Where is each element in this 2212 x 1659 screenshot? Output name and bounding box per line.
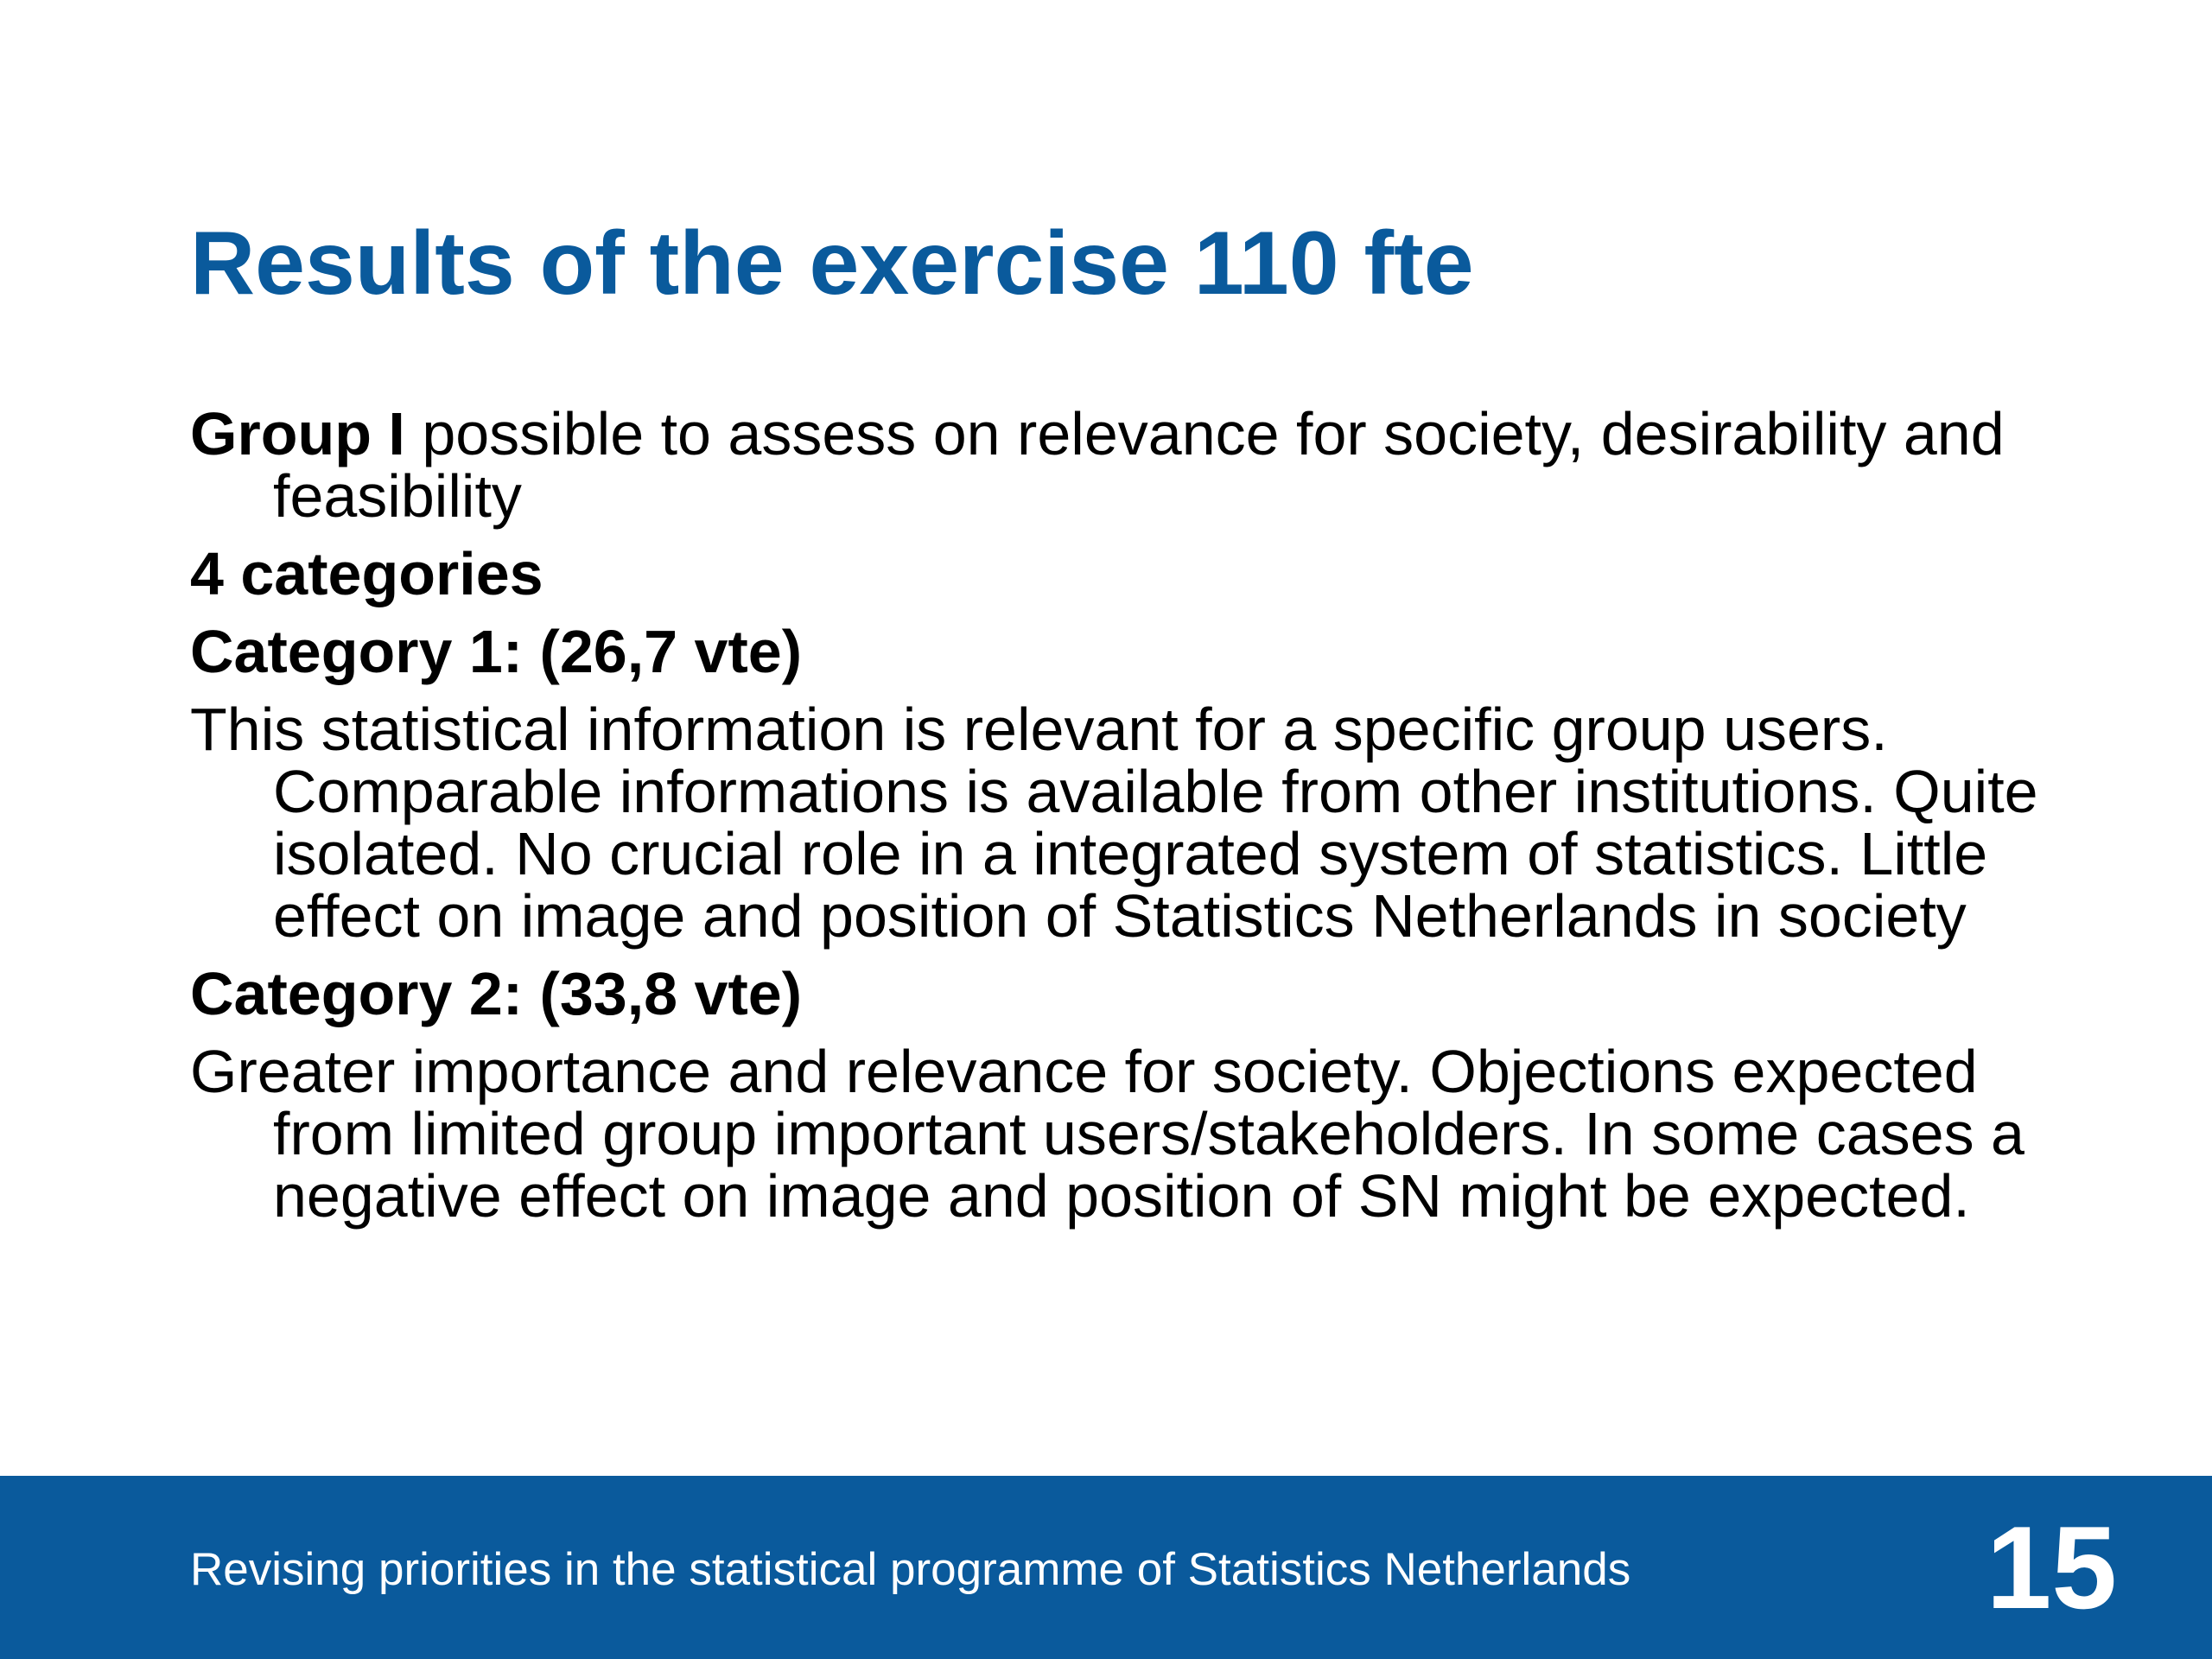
category1-heading: Category 1: (26,7 vte): [190, 618, 803, 685]
footer-bar: [0, 1476, 2212, 1659]
group-label: Group I: [190, 400, 405, 467]
categories-heading: 4 categories: [190, 540, 543, 607]
category1-text: This statistical information is relevant for a specific group users. Comparable informations is available from other institutions. Quite isolated. No crucial role in a integrated system of statistics. Little effect on image and position of Statistics Netherlands in society: [190, 696, 2038, 950]
slide-title: Results of the exercise 110 fte: [190, 213, 1474, 314]
category2-heading: Category 2: (33,8 vte): [190, 960, 803, 1027]
page-number: 15: [1986, 1502, 2117, 1633]
group-text: possible to assess on relevance for society, desirability and feasibility: [273, 400, 2005, 530]
group-paragraph: [190, 400, 2091, 530]
slide-content: [190, 400, 2091, 1243]
category2-text: Greater importance and relevance for society. Objections expected from limited group important users/stakeholders. In some cases a negative effect on image and position of SN might be expected.: [190, 1038, 2024, 1230]
footer-text: Revising priorities in the statistical programme of Statistics Netherlands: [190, 1544, 1631, 1595]
